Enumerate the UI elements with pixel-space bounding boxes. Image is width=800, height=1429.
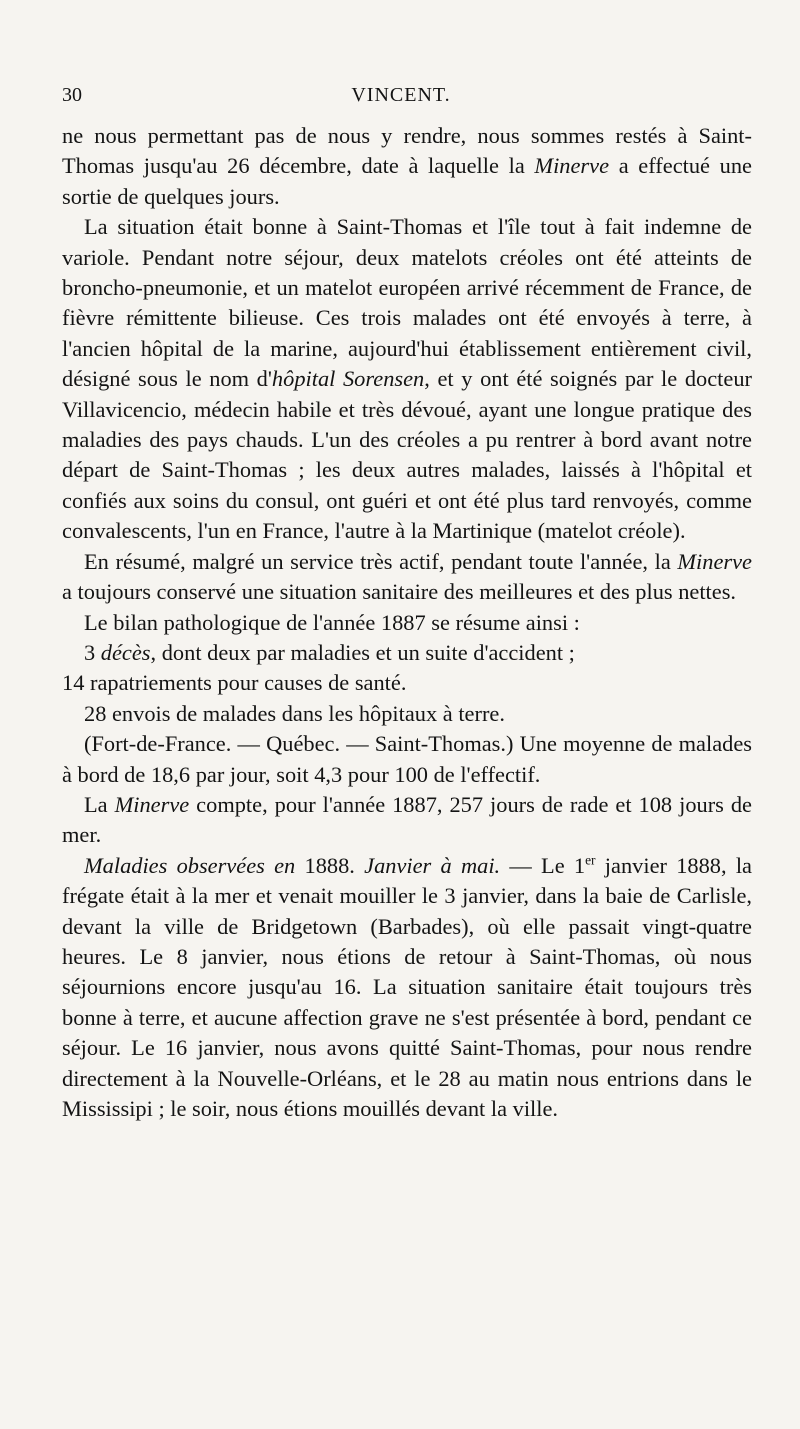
italic-text: Maladies observées en [84, 852, 296, 878]
paragraph [62, 729, 752, 790]
paragraph [62, 790, 752, 851]
paragraph [62, 608, 752, 638]
paragraph-text: 1888. [295, 852, 365, 878]
page-header [62, 84, 740, 114]
italic-text: Minerve [114, 791, 190, 817]
paragraph-text: 14 rapatriements pour causes de santé. [62, 670, 407, 696]
italic-text: Minerve [677, 548, 752, 574]
paragraph-text: 3 [84, 639, 101, 665]
paragraph [62, 547, 752, 608]
paragraph-text: a toujours conservé une situation sanitaire des meilleures et des plus nettes. [62, 579, 737, 605]
paragraph-text: La [84, 791, 115, 817]
paragraph-text: a effectué une sortie de quelques jours. [62, 153, 752, 209]
paragraph [62, 121, 752, 212]
italic-text: décès [100, 639, 151, 665]
paragraph-text: — Le 1 [500, 852, 586, 878]
paragraph-text: (Fort-de-France. — Québec. — Saint-Thomas.) Une moyenne de malades à bord de 18,6 par jour, soit 4,3 pour 100 de l'effectif. [62, 731, 752, 787]
paragraph-text: , dont deux par maladies et un suite d'accident ; [150, 639, 575, 665]
page-number: 30 [62, 84, 82, 106]
paragraph-text: ne nous permettant pas de nous y rendre, nous sommes restés à Saint-Thomas jusqu'au 26 décembre, date à laquelle la [62, 123, 752, 179]
paragraph-text: En résumé, malgré un service très actif, pendant toute l'année, la [84, 548, 678, 574]
paragraph-text: Le bilan pathologique de l'année 1887 se résume ainsi : [84, 609, 580, 635]
paragraph-text: , et y ont été soignés par le docteur Villavicencio, médecin habile et très dévoué, ayant une longue pratique des maladies des pays chauds. L'un des créoles a pu rentrer à bord avant notre départ de Saint-Thomas ; les deux autres malades, laissés à l'hôpital et confiés aux soins du consul, ont guéri et ont été plus tard renvoyés, comme convalescents, l'un en France, l'autre à la Martinique (matelot créole). [62, 366, 752, 544]
paragraph [62, 851, 752, 1125]
italic-text: hôpital Sorensen [271, 366, 425, 392]
italic-text: Janvier à mai. [364, 852, 501, 878]
paragraph-text: La situation était bonne à Saint-Thomas et l'île tout à fait indemne de variole. Pendant notre séjour, deux matelots créoles ont été atteints de broncho-pneumonie, et un matelot européen arrivé récemment de France, de fièvre rémittente bilieuse. Ces trois malades ont été envoyés à terre, à l'ancien hôpital de la marine, aujourd'hui établissement entièrement civil, désigné sous le nom d' [62, 214, 752, 392]
paragraph-text: 28 envois de malades dans les hôpitaux à terre. [84, 700, 505, 726]
running-head: VINCENT. [351, 84, 451, 106]
paragraph-text: janvier 1888, la frégate était à la mer et venait mouiller le 3 janvier, dans la baie de Carlisle, devant la ville de Bridgetown (Barbades), où elle passait vingt-quatre heures. Le 8 janvier, nous étions de retour à Saint-Thomas, où nous séjournions encore jusqu'au 16. La situation sanitaire était toujours très bonne à terre, et aucune affection grave ne s'est présentée à bord, pendant ce séjour. Le 16 janvier, nous avons quitté Saint-Thomas, pour nous rendre directement à la Nouvelle-Orléans, et le 28 au matin nous entrions dans le Mississipi ; le soir, nous étions mouillés devant la ville. [62, 852, 752, 1121]
paragraph [62, 668, 752, 698]
paragraph [62, 212, 752, 546]
italic-text: Minerve [534, 153, 610, 179]
paragraph [62, 699, 752, 729]
paragraph [62, 638, 752, 668]
paragraph-text: compte, pour l'année 1887, 257 jours de rade et 108 jours de mer. [62, 791, 752, 848]
superscript-text: er [585, 852, 596, 868]
body-text [62, 121, 752, 1124]
